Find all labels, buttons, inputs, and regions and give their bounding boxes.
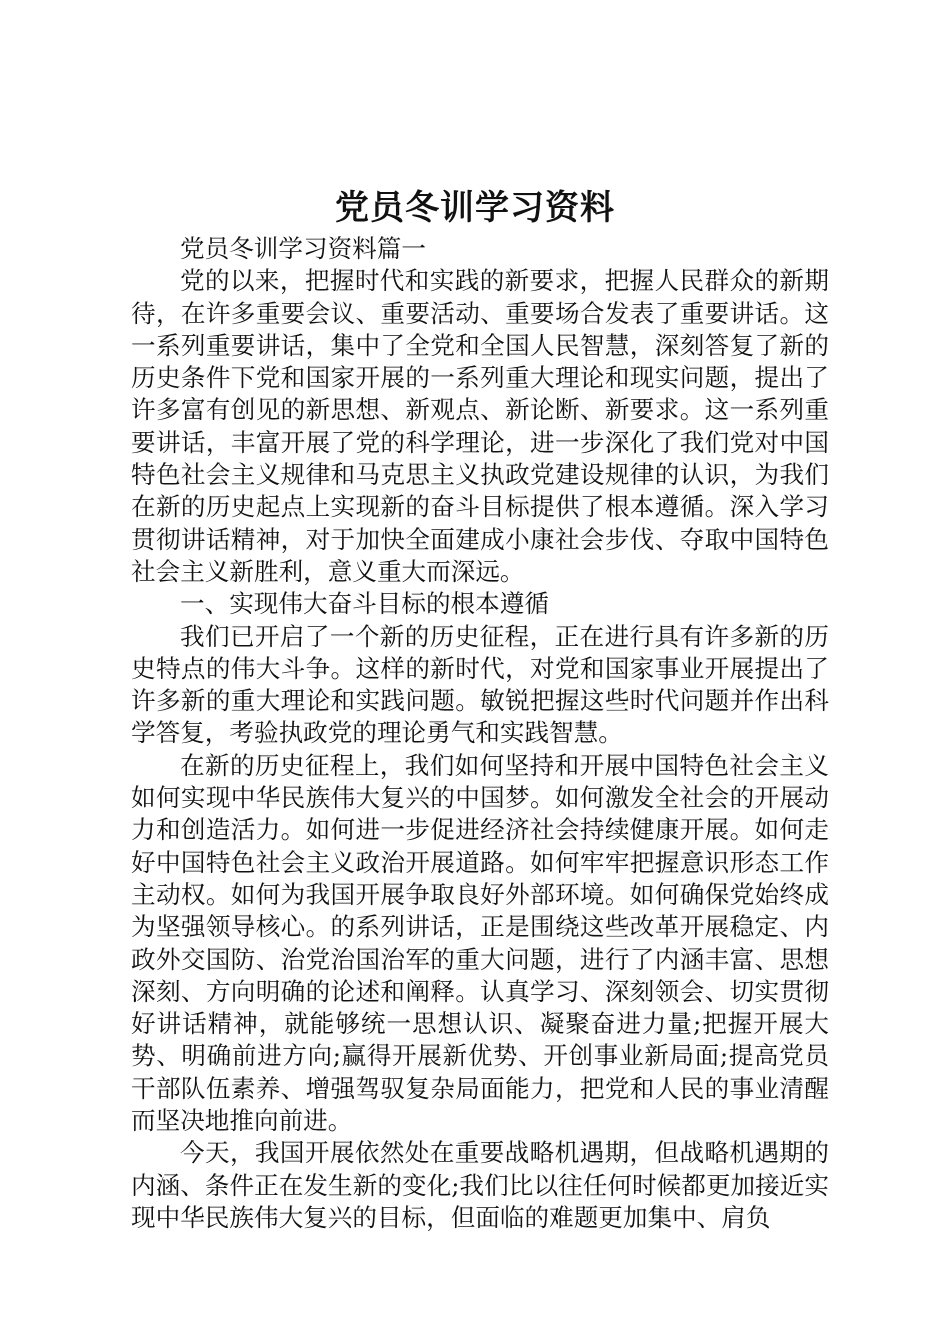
body-paragraph: 今天，我国开展依然处在重要战略机遇期，但战略机遇期的内涵、条件正在发生新的变化;我们比以往任何时候都更加接近实现中华民族伟大复兴的目标，但面临的难题更加集中、肩负 [131, 1138, 829, 1232]
document-body [131, 233, 829, 1234]
body-paragraph: 在新的历史征程上，我们如何坚持和开展中国特色社会主义如何实现中华民族伟大复兴的中国梦。如何激发全社会的开展动力和创造活力。如何进一步促进经济社会持续健康开展。如何走好中国特色社会主义政治开展道路。如何牢牢把握意识形态工作主动权。如何为我国开展争取良好外部环境。如何确保党始终成为坚强领导核心。的系列讲话，正是围绕这些改革开展稳定、内政外交国防、治党治国治军的重大问题，进行了内涵丰富、思想深刻、方向明确的论述和阐释。认真学习、深刻领会、切实贯彻好讲话精神，就能够统一思想认识、凝聚奋进力量;把握开展大势、明确前进方向;赢得开展新优势、开创事业新局面;提高党员干部队伍素养、增强驾驭复杂局面能力，把党和人民的事业清醒而坚决地推向前进。 [131, 750, 829, 1136]
body-paragraph: 我们已开启了一个新的历史征程，正在进行具有许多新的历史特点的伟大斗争。这样的新时代，对党和国家事业开展提出了许多新的重大理论和实践问题。敏锐把握这些时代问题并作出科学答复，考验执政党的理论勇气和实践智慧。 [131, 621, 829, 748]
section-heading: 一、实现伟大奋斗目标的根本遵循 [180, 589, 549, 619]
document-title: 党员冬训学习资料 [335, 188, 615, 228]
body-paragraph: 党的以来，把握时代和实践的新要求，把握人民群众的新期待，在许多重要会议、重要活动、重要场合发表了重要讲话。这一系列重要讲话，集中了全党和全国人民智慧，深刻答复了新的历史条件下党和国家开展的一系列重大理论和现实问题，提出了许多富有创见的新思想、新观点、新论断、新要求。这一系列重要讲话，丰富开展了党的科学理论，进一步深化了我们党对中国特色社会主义规律和马克思主义执政党建设规律的认识，为我们在新的历史起点上实现新的奋斗目标提供了根本遵循。深入学习贯彻讲话精神，对于加快全面建成小康社会步伐、夺取中国特色社会主义新胜利，意义重大而深远。 [131, 266, 829, 586]
section-heading: 党员冬训学习资料篇一 [180, 234, 426, 263]
